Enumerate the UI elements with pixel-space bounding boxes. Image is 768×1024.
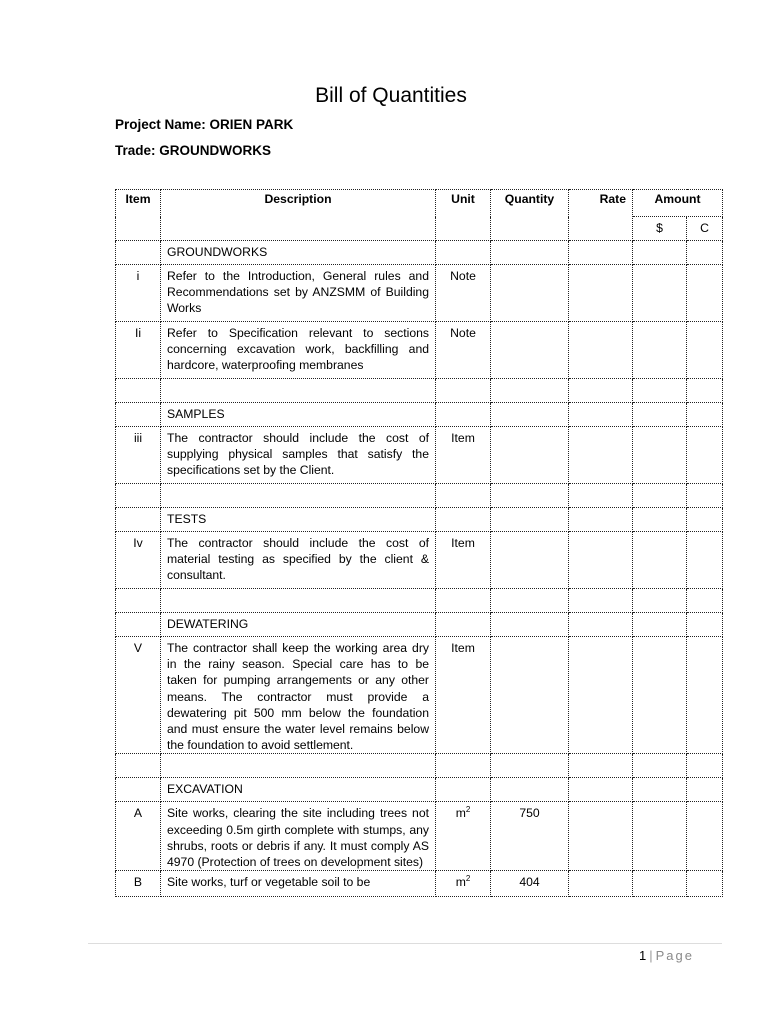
blank-row <box>116 589 723 613</box>
unit-cell <box>436 241 491 265</box>
amount-cents-cell <box>687 241 723 265</box>
amount-cents-cell <box>687 871 723 897</box>
section-row <box>116 613 723 637</box>
section-heading: TESTS <box>161 508 436 532</box>
amount-cents-cell <box>687 589 723 613</box>
quantity-cell <box>491 532 569 589</box>
item-cell: A <box>116 802 161 871</box>
unit-cell <box>436 637 491 754</box>
unit-cell <box>436 613 491 637</box>
amount-dollars-cell <box>633 427 687 484</box>
rate-cell <box>569 802 633 871</box>
unit-cell <box>436 754 491 778</box>
item-cell: Iv <box>116 532 161 589</box>
page-footer <box>639 948 694 963</box>
header-unit: Unit <box>436 190 491 241</box>
rate-cell <box>569 754 633 778</box>
section-row <box>116 241 723 265</box>
amount-dollars-cell <box>633 754 687 778</box>
unit-text: Item <box>451 431 475 445</box>
unit-text: m <box>455 806 466 821</box>
unit-cell <box>436 589 491 613</box>
amount-cents-cell <box>687 754 723 778</box>
item-cell <box>116 403 161 427</box>
amount-dollars-cell <box>633 322 687 379</box>
quantity-cell <box>491 241 569 265</box>
unit-cell <box>436 403 491 427</box>
item-cell: iii <box>116 427 161 484</box>
quantity-cell <box>491 322 569 379</box>
amount-dollars-cell <box>633 589 687 613</box>
amount-dollars-cell <box>633 637 687 754</box>
rate-cell <box>569 241 633 265</box>
rate-cell <box>569 484 633 508</box>
amount-cents-cell <box>687 778 723 802</box>
amount-dollars-cell <box>633 508 687 532</box>
page-separator: | <box>649 948 653 963</box>
description-cell: Refer to Specification relevant to sections concerning excavation work, backfilling and hardcore, waterproofing membranes <box>161 322 436 379</box>
item-cell: B <box>116 871 161 897</box>
description-cell: The contractor shall keep the working area dry in the rainy season. Special care has to be taken for pumping arrangements or any other means. The contractor must provide a dewatering pit 500 mm below the foundation and must ensure the water level remains below the foundation to avoid settlement. <box>161 637 436 754</box>
rate-cell <box>569 532 633 589</box>
item-cell <box>116 379 161 403</box>
rate-cell <box>569 265 633 322</box>
amount-cents-cell <box>687 379 723 403</box>
item-cell: V <box>116 637 161 754</box>
description-cell: Site works, turf or vegetable soil to be <box>161 871 436 897</box>
quantity-cell <box>491 265 569 322</box>
item-cell <box>116 484 161 508</box>
item-cell <box>116 589 161 613</box>
quantity-cell <box>491 613 569 637</box>
project-name: Project Name: ORIEN PARK <box>115 117 294 132</box>
blank-row <box>116 754 723 778</box>
header-dollars: $ <box>633 217 687 241</box>
rate-cell <box>569 637 633 754</box>
amount-cents-cell <box>687 322 723 379</box>
unit-text: m <box>455 875 466 890</box>
amount-dollars-cell <box>633 403 687 427</box>
amount-cents-cell <box>687 265 723 322</box>
amount-cents-cell <box>687 637 723 754</box>
description-cell <box>161 379 436 403</box>
document-title: Bill of Quantities <box>315 84 467 107</box>
quantity-cell <box>491 778 569 802</box>
table-row <box>116 265 723 322</box>
unit-text: Item <box>451 536 475 550</box>
unit-cell <box>436 778 491 802</box>
unit-superscript: 2 <box>465 805 471 815</box>
amount-cents-cell <box>687 613 723 637</box>
rate-cell <box>569 589 633 613</box>
amount-cents-cell <box>687 484 723 508</box>
quantity-cell <box>491 508 569 532</box>
unit-text: Note <box>450 326 476 340</box>
description-cell: The contractor should include the cost of supplying physical samples that satisfy the specifications set by the Client. <box>161 427 436 484</box>
unit-cell <box>436 484 491 508</box>
amount-cents-cell <box>687 427 723 484</box>
unit-cell <box>436 802 491 871</box>
unit-cell <box>436 322 491 379</box>
description-cell <box>161 484 436 508</box>
description-cell: Site works, clearing the site including trees not exceeding 0.5m girth complete with stumps, any shrubs, roots or debris if any. It must comply AS 4970 (Protection of trees on development sites) <box>161 802 436 871</box>
table-row <box>116 322 723 379</box>
item-cell <box>116 778 161 802</box>
rate-cell <box>569 379 633 403</box>
unit-cell <box>436 871 491 897</box>
table-row <box>116 532 723 589</box>
section-heading: GROUNDWORKS <box>161 241 436 265</box>
quantity-cell: 750 <box>491 802 569 871</box>
section-heading: DEWATERING <box>161 613 436 637</box>
section-heading: EXCAVATION <box>161 778 436 802</box>
unit-cell <box>436 379 491 403</box>
item-cell: Ii <box>116 322 161 379</box>
unit-cell <box>436 265 491 322</box>
item-cell <box>116 613 161 637</box>
amount-cents-cell <box>687 532 723 589</box>
unit-cell <box>436 427 491 484</box>
item-cell <box>116 754 161 778</box>
quantity-cell <box>491 403 569 427</box>
amount-dollars-cell <box>633 532 687 589</box>
blank-row <box>116 484 723 508</box>
amount-cents-cell <box>687 802 723 871</box>
description-cell <box>161 589 436 613</box>
amount-dollars-cell <box>633 802 687 871</box>
rate-cell <box>569 322 633 379</box>
quantity-cell <box>491 589 569 613</box>
item-cell: i <box>116 265 161 322</box>
quantity-cell <box>491 379 569 403</box>
quantity-cell <box>491 427 569 484</box>
header-cents: C <box>687 217 723 241</box>
section-row <box>116 778 723 802</box>
amount-dollars-cell <box>633 265 687 322</box>
header-quantity: Quantity <box>491 190 569 241</box>
quantity-cell <box>491 637 569 754</box>
item-cell <box>116 508 161 532</box>
header-amount: Amount <box>633 190 723 217</box>
unit-text: Note <box>450 269 476 283</box>
section-heading: SAMPLES <box>161 403 436 427</box>
unit-cell <box>436 508 491 532</box>
bill-of-quantities-table <box>115 189 723 897</box>
table-row <box>116 427 723 484</box>
header-description: Description <box>161 190 436 241</box>
quantity-cell <box>491 484 569 508</box>
section-row <box>116 508 723 532</box>
rate-cell <box>569 778 633 802</box>
footer-rule <box>88 943 722 944</box>
amount-cents-cell <box>687 508 723 532</box>
unit-text: Item <box>451 641 475 655</box>
description-cell: Refer to the Introduction, General rules and Recommendations set by ANZSMM of Building Works <box>161 265 436 322</box>
rate-cell <box>569 427 633 484</box>
section-row <box>116 403 723 427</box>
table-row <box>116 802 723 871</box>
description-cell: The contractor should include the cost of material testing as specified by the client & consultant. <box>161 532 436 589</box>
quantity-cell: 404 <box>491 871 569 897</box>
amount-dollars-cell <box>633 871 687 897</box>
rate-cell <box>569 403 633 427</box>
page-number: 1 <box>639 948 647 963</box>
item-cell <box>116 241 161 265</box>
trade-name: Trade: GROUNDWORKS <box>115 143 272 158</box>
amount-dollars-cell <box>633 484 687 508</box>
quantity-cell <box>491 754 569 778</box>
amount-dollars-cell <box>633 241 687 265</box>
amount-dollars-cell <box>633 778 687 802</box>
amount-cents-cell <box>687 403 723 427</box>
unit-cell <box>436 532 491 589</box>
unit-superscript: 2 <box>465 874 471 884</box>
header-rate: Rate <box>569 190 633 241</box>
page-label: Page <box>655 948 694 963</box>
amount-dollars-cell <box>633 613 687 637</box>
blank-row <box>116 379 723 403</box>
table-row <box>116 637 723 754</box>
rate-cell <box>569 871 633 897</box>
rate-cell <box>569 508 633 532</box>
amount-dollars-cell <box>633 379 687 403</box>
description-cell <box>161 754 436 778</box>
table-row <box>116 871 723 897</box>
rate-cell <box>569 613 633 637</box>
header-item: Item <box>116 190 161 241</box>
